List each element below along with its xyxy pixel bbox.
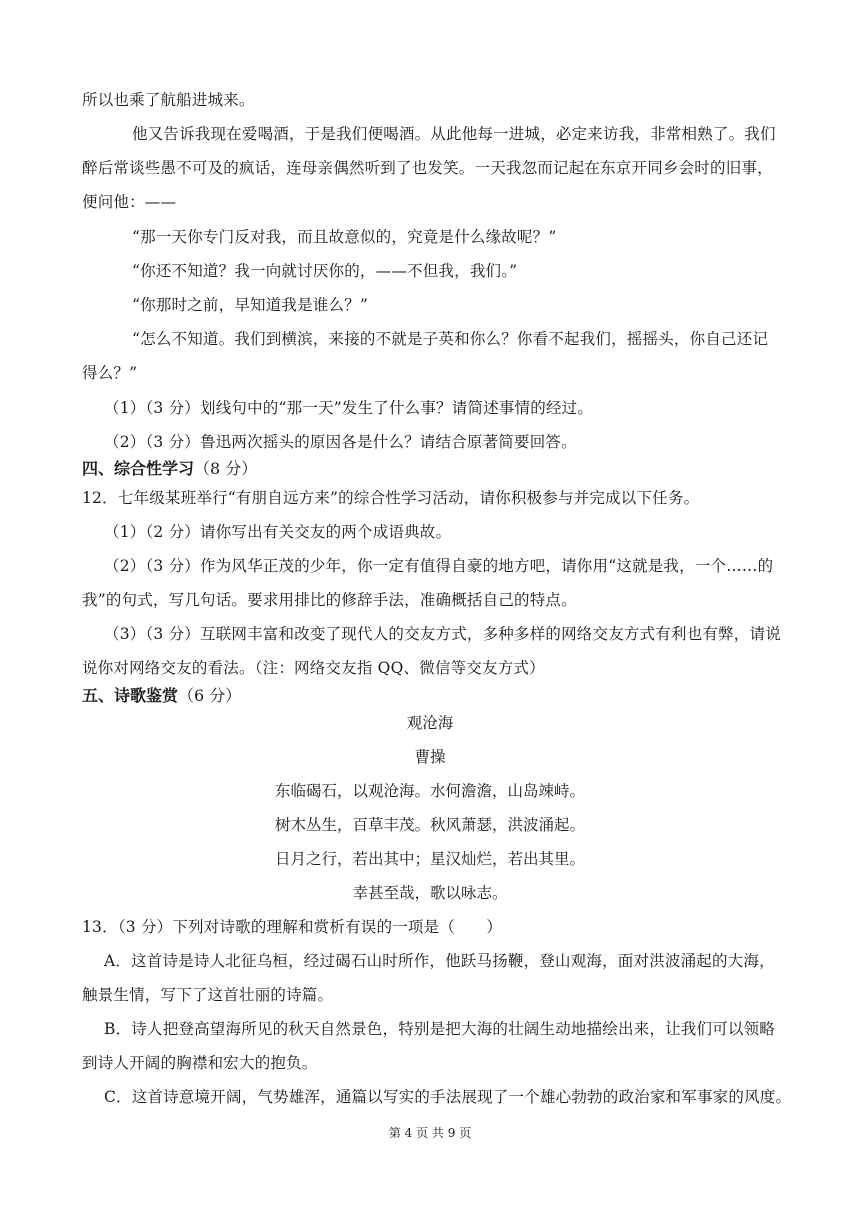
poem-line: 树木丛生，百草丰茂。秋风萧瑟，洪波涌起。: [274, 816, 585, 834]
q11-sub2: （2）（3 分）鲁迅两次摇头的原因各是什么？请结合原著简要回答。: [104, 433, 577, 451]
page-number: 第 4 页 共 9 页: [388, 1126, 472, 1140]
poem-line: 幸甚至哉，歌以咏志。: [352, 884, 508, 902]
section-score: （8 分）: [194, 459, 258, 478]
q12-sub3: （3）（3 分）互联网丰富和改变了现代人的交友方式，多种多样的网络交友方式有利也有弊，请说: [104, 625, 781, 643]
q13-option-a: A．这首诗是诗人北征乌桓，经过碣石山时所作，他跃马扬鞭，登山观海，面对洪波涌起的大海，: [104, 952, 775, 970]
q12-sub2-cont: 我”的句式，写几句话。要求用排比的修辞手法，准确概括自己的特点。: [82, 591, 577, 609]
section-heading-5: [82, 686, 241, 706]
poem-author: 曹操: [414, 748, 446, 766]
section-score: （6 分）: [178, 686, 242, 705]
passage-line: 醉后常谈些愚不可及的疯话，连母亲偶然听到了也发笑。一天我忽而记起在东京开同乡会时的旧事，: [82, 159, 773, 177]
poem-line: 东临碣石，以观沧海。水何澹澹，山岛竦峙。: [274, 782, 585, 800]
passage-line: “你那时之前，早知道我是谁么？”: [132, 296, 369, 314]
q12-stem: 12．七年级某班举行“有朋自远方来”的综合性学习活动，请你积极参与并完成以下任务。: [82, 489, 700, 507]
q11-sub1: （1）（3 分）划线句中的“那一天”发生了什么事？请简述事情的经过。: [104, 399, 594, 417]
passage-line: “那一天你专门反对我，而且故意似的，究竟是什么缘故呢？”: [132, 228, 557, 246]
section-title: 五、诗歌鉴赏: [82, 686, 179, 705]
poem-line: 日月之行，若出其中；星汉灿烂，若出其里。: [274, 850, 585, 868]
passage-line: 所以也乘了航船进城来。: [82, 91, 255, 109]
q13-option-a-cont: 触景生情，写下了这首壮丽的诗篇。: [82, 986, 334, 1004]
q13-option-b: B．诗人把登高望海所见的秋天自然景色，特别是把大海的壮阔生动地描绘出来，让我们可以领略: [104, 1020, 775, 1038]
q12-sub3-cont: 说你对网络交友的看法。（注：网络交友指 QQ、微信等交友方式）: [82, 659, 545, 677]
q13-option-c: C．这首诗意境开阔，气势雄浑，通篇以写实的手法展现了一个雄心勃勃的政治家和军事家的风度。: [104, 1088, 792, 1106]
q12-sub2: （2）（3 分）作为风华正茂的少年，你一定有值得自豪的地方吧，请你用“这就是我，一个……的: [104, 557, 774, 575]
passage-line: 他又告诉我现在爱喝酒，于是我们便喝酒。从此他每一进城，必定来访我，非常相熟了。我们: [132, 125, 776, 143]
passage-line: 便问他：——: [82, 193, 177, 211]
section-heading-4: [82, 459, 257, 479]
passage-line: “你还不知道？我一向就讨厌你的，——不但我，我们。”: [132, 262, 518, 280]
q13-option-b-cont: 到诗人开阔的胸襟和宏大的抱负。: [82, 1054, 318, 1072]
passage-line: 得么？”: [82, 364, 138, 382]
poem-title: 观沧海: [406, 714, 454, 732]
q12-sub1: （1）（2 分）请你写出有关交友的两个成语典故。: [104, 523, 452, 541]
section-title: 四、综合性学习: [82, 459, 195, 478]
q13-stem: 13．（3 分）下列对诗歌的理解和赏析有误的一项是（ ）: [82, 918, 503, 936]
passage-line: “怎么不知道。我们到横滨，来接的不就是子英和你么？你看不起我们，摇摇头，你自己还记: [132, 330, 769, 348]
